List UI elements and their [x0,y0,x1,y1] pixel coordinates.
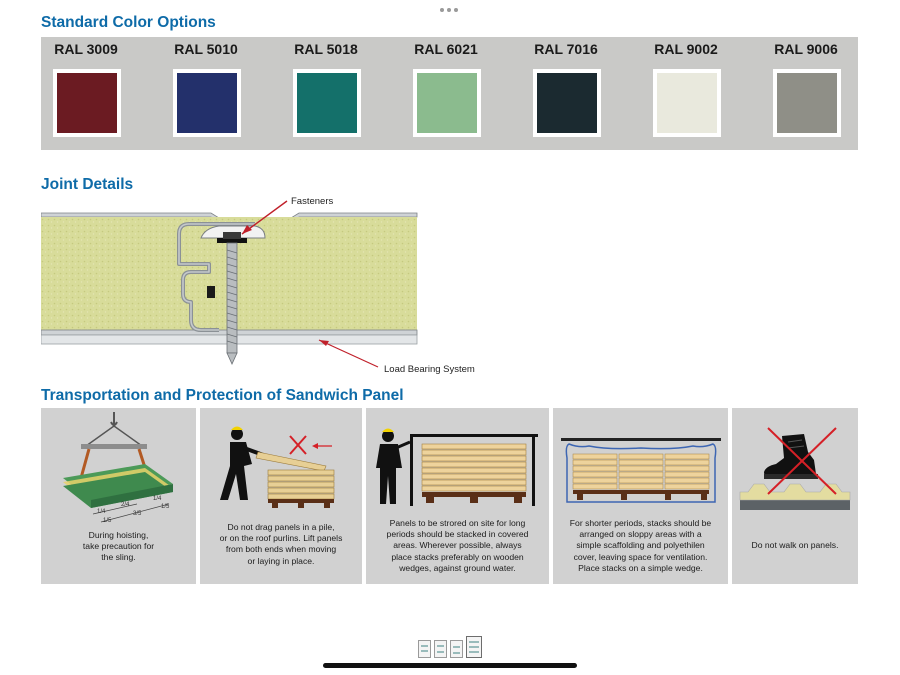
swatch-color [297,73,357,133]
swatch-code: RAL 6021 [414,41,478,57]
page-thumbnail[interactable] [450,640,463,658]
color-swatch [641,37,731,150]
swatch-code: RAL 5018 [294,41,358,57]
load-bearing-callout: Load Bearing System [384,364,475,375]
swatch-frame [173,69,241,137]
transport-panel-no-walking [732,408,858,584]
color-swatch [401,37,491,150]
more-options-icon[interactable] [440,6,462,14]
swatch-frame [533,69,601,137]
color-swatch-band [41,37,858,150]
panel-caption: For shorter periods, stacks should be arranged on sloppy areas with a simple scaffolding and polyethilen cover, leaving space for ventilation. Place stacks on a simple wedge. [569,518,712,573]
fasteners-callout: Fasteners [291,196,334,207]
transport-panel-long-storage [366,408,549,584]
color-swatch [761,37,851,150]
swatch-frame [653,69,721,137]
panel-caption: During hoisting, take precaution for the sling. [82,530,155,563]
sling-mark: 1/4 [153,496,162,502]
page-thumbnails [418,636,482,658]
joint-diagram [41,194,501,374]
color-swatch [281,37,371,150]
page-thumbnail[interactable] [434,640,447,658]
swatch-code: RAL 3009 [54,41,118,57]
swatch-frame [53,69,121,137]
sling-mark: 1/5 [161,504,170,510]
swatch-color [57,73,117,133]
drag-panels-illustration [200,408,362,518]
covered-storage-illustration [366,408,549,514]
transport-panel-dragging [200,408,362,584]
color-swatch [161,37,251,150]
sling-mark: 2/4 [121,502,130,508]
panel-caption: Do not walk on panels. [751,540,839,550]
swatch-code: RAL 7016 [534,41,598,57]
swatch-code: RAL 9006 [774,41,838,57]
color-options-heading: Standard Color Options [41,14,216,31]
home-indicator[interactable] [323,663,577,668]
no-walking-illustration [732,408,858,518]
transport-panel-short-storage [553,408,728,584]
transportation-heading: Transportation and Protection of Sandwich Panel [41,387,404,404]
sling-mark: 1/5 [103,518,112,524]
joint-cross-section-illustration [41,194,501,374]
swatch-code: RAL 9002 [654,41,718,57]
page-thumbnail-current[interactable] [466,636,482,658]
swatch-frame [293,69,361,137]
hoisting-illustration [41,408,196,533]
swatch-color [657,73,717,133]
swatch-color [537,73,597,133]
page-thumbnail[interactable] [418,640,431,658]
color-swatch [41,37,131,150]
swatch-frame [413,69,481,137]
short-storage-illustration [553,408,728,514]
transport-panel-hoisting [41,408,196,584]
swatch-color [777,73,837,133]
sling-mark: 3/5 [133,511,142,517]
sling-mark: 1/4 [97,509,106,515]
swatch-code: RAL 5010 [174,41,238,57]
panel-caption: Panels to be strored on site for long periods should be stacked in covered areas. Wherever possible, always place stacks preferably on wooden wedges, against ground water. [386,518,529,573]
color-swatch [521,37,611,150]
swatch-color [417,73,477,133]
panel-caption: Do not drag panels in a pile, or on the roof purlins. Lift panels from both ends when moving or laying in place. [219,522,343,566]
joint-details-heading: Joint Details [41,176,134,193]
swatch-color [177,73,237,133]
swatch-frame [773,69,841,137]
